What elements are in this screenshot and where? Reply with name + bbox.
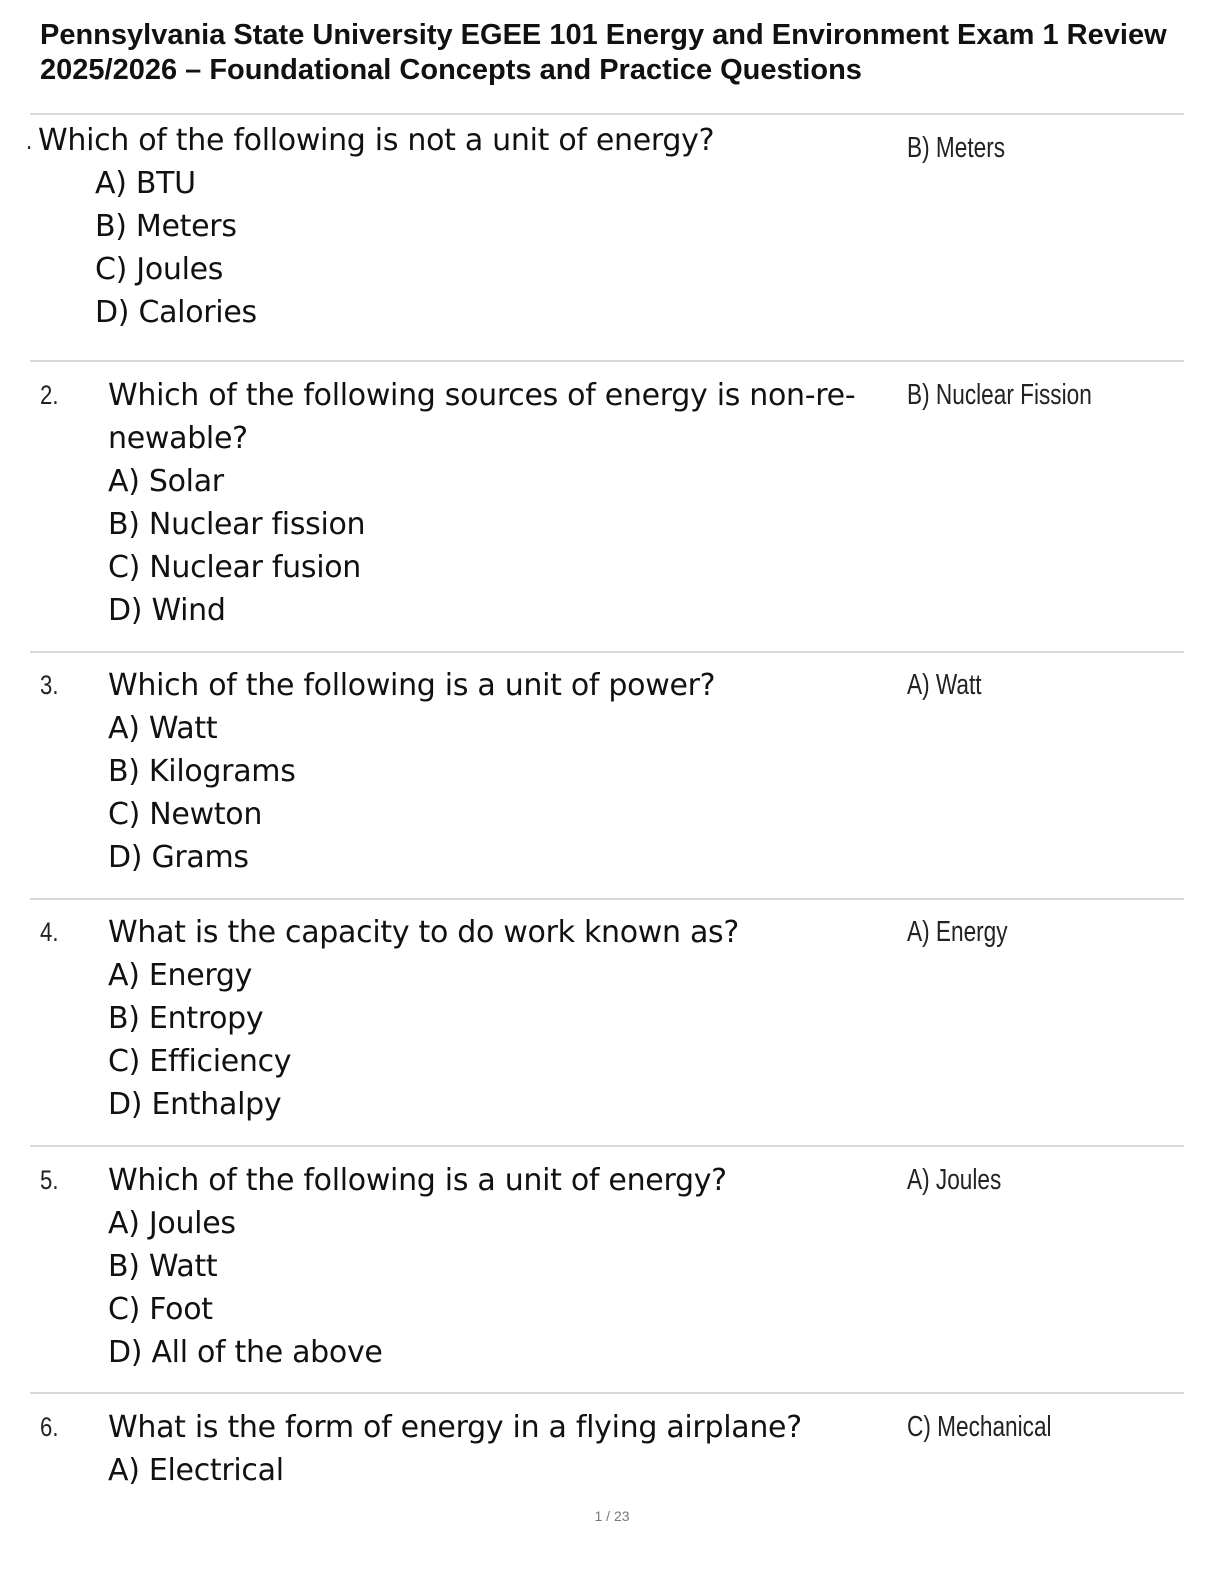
option-a: A) Energy [108, 958, 253, 993]
question-number: 5. [40, 1165, 59, 1195]
options-list [108, 707, 296, 879]
options-list [108, 1202, 383, 1374]
divider [30, 1392, 1184, 1394]
options-list [108, 460, 365, 632]
option-a: A) Solar [108, 464, 224, 499]
option-c: C) Joules [95, 252, 224, 287]
question-number: 3. [40, 670, 59, 700]
option-b: B) Entropy [108, 1001, 264, 1036]
option-c: C) Newton [108, 797, 263, 832]
option-a: A) Watt [108, 711, 218, 746]
answer: A) Energy [907, 916, 1008, 948]
divider [30, 651, 1184, 653]
question-number: . [26, 125, 33, 155]
option-b: B) Meters [95, 209, 237, 244]
option-c: C) Efficiency [108, 1044, 292, 1079]
answer: A) Watt [907, 669, 982, 701]
question-number: 6. [40, 1412, 59, 1442]
divider [30, 1145, 1184, 1147]
answer: B) Nuclear Fission [907, 379, 1092, 411]
option-d: D) Grams [108, 840, 249, 875]
options-list [108, 1449, 284, 1492]
option-a: A) Electrical [108, 1453, 284, 1488]
page-indicator: 1 / 23 [594, 1508, 630, 1524]
option-b: B) Watt [108, 1249, 218, 1284]
answer: B) Meters [907, 132, 1006, 164]
option-a: A) BTU [95, 166, 196, 201]
options-list [95, 162, 257, 334]
question-number: 4. [40, 917, 59, 947]
question-text: Which of the following sources of energy is non-re-newable? [108, 378, 856, 456]
divider [30, 113, 1184, 115]
question-number: 2. [40, 380, 59, 410]
option-a: A) Joules [108, 1206, 236, 1241]
option-d: D) Enthalpy [108, 1087, 282, 1122]
divider [30, 360, 1184, 362]
question-text: Which of the following is a unit of energy? [108, 1163, 727, 1198]
question-text: Which of the following is not a unit of energy? [38, 123, 715, 158]
option-b: B) Nuclear fission [108, 507, 366, 542]
option-d: D) Calories [95, 295, 257, 330]
document-title: Pennsylvania State University EGEE 101 Energy and Environment Exam 1 Review 2025/2026 – Foundational Concepts and Practice Questions [40, 19, 1167, 86]
question-text: Which of the following is a unit of power? [108, 668, 716, 703]
question-text: What is the capacity to do work known as? [108, 915, 740, 950]
answer: A) Joules [907, 1164, 1002, 1196]
question-text: What is the form of energy in a flying airplane? [108, 1410, 802, 1445]
option-b: B) Kilograms [108, 754, 296, 789]
option-c: C) Foot [108, 1292, 213, 1327]
options-list [108, 954, 291, 1126]
answer: C) Mechanical [907, 1411, 1052, 1443]
option-d: D) Wind [108, 593, 226, 628]
option-c: C) Nuclear fusion [108, 550, 361, 585]
option-d: D) All of the above [108, 1335, 383, 1370]
divider [30, 898, 1184, 900]
